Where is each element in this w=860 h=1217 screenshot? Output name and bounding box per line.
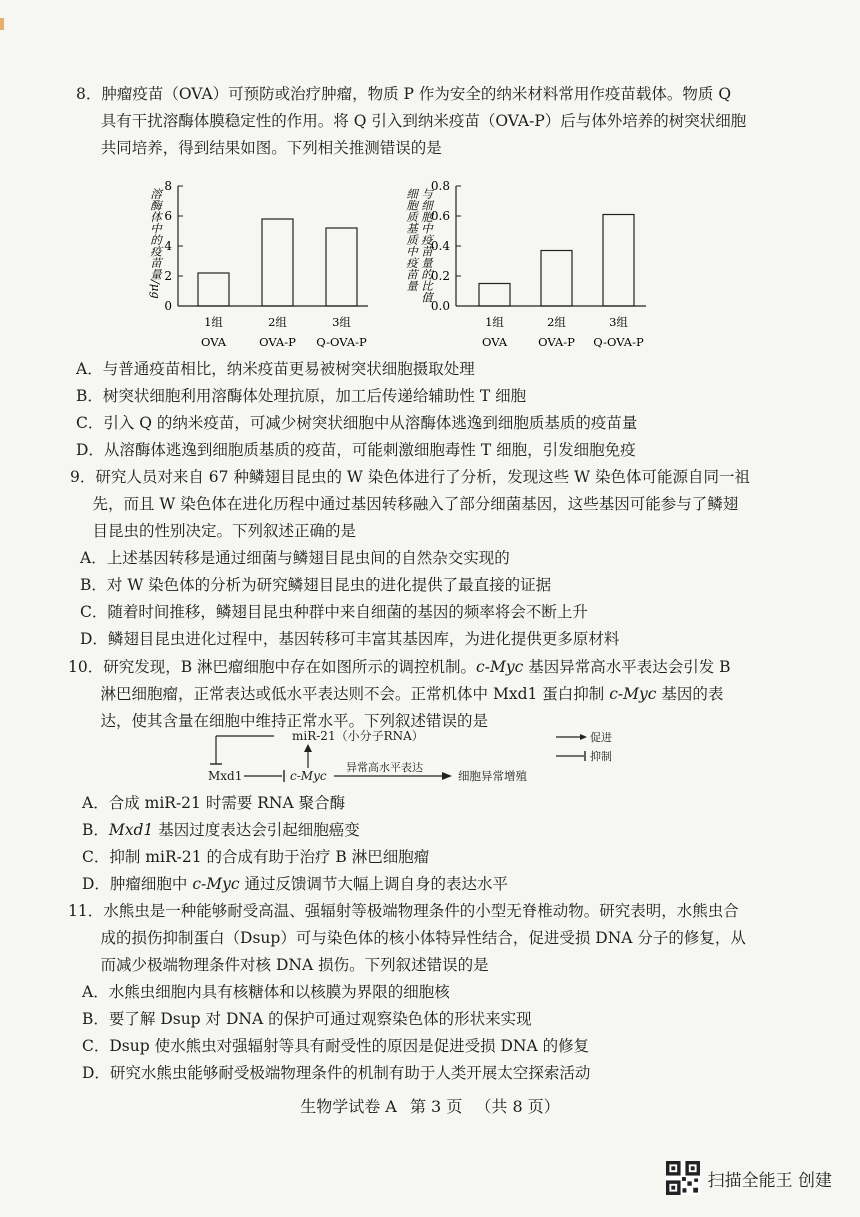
footer-subject: 生物学试卷 A — [300, 1097, 397, 1116]
x-tick-label-group: 2组 — [547, 315, 566, 329]
option-11b[interactable]: B．要了解 Dsup 对 DNA 的保护可通过观察染色体的形状来实现 — [82, 1010, 532, 1028]
question-8-options — [76, 356, 748, 464]
x-tick-label-group: 2组 — [268, 315, 287, 329]
chart-1 — [148, 179, 368, 349]
question-10-stem: 10．研究发现，B 淋巴瘤细胞中存在如图所示的调控机制。c-Myc 基因异常高水平表达会引发 B 淋巴细胞瘤，正常表达或低水平表达则不会。正常机体中 Mxd1 蛋白抑制 c-Myc 基因的表达，使其含量在细胞中维持正常水平。下列叙述错误的是 — [68, 658, 731, 730]
chart-2 — [404, 179, 646, 349]
option-9a[interactable]: A．上述基因转移是通过细菌与鳞翅目昆虫间的自然杂交实现的 — [80, 549, 510, 567]
option-9b[interactable]: B．对 W 染色体的分析为研究鳞翅目昆虫的进化提供了最直接的证据 — [80, 576, 552, 594]
footer-page: 第 3 页 — [409, 1097, 463, 1116]
y-axis-label: 溶酶体中的疫苗量/μg — [149, 188, 163, 299]
x-tick-label-group: 3组 — [609, 315, 628, 329]
option-8a[interactable]: A．与普通疫苗相比，纳米疫苗更易被树突状细胞摄取处理 — [76, 360, 475, 378]
bar-charts — [130, 172, 690, 362]
question-10 — [68, 654, 748, 735]
x-tick-label-name: OVA-P — [259, 335, 296, 349]
question-10-options — [68, 790, 748, 898]
y-tick-label: 2 — [164, 269, 172, 283]
watermark-text: 扫描全能王 创建 — [707, 1170, 832, 1191]
y-tick-label: 8 — [164, 179, 172, 193]
mxd1-label: Mxd1 — [208, 769, 243, 783]
option-8d[interactable]: D．从溶酶体逃逸到细胞质基质的疫苗，可能刺激细胞毒性 T 细胞，引发细胞免疫 — [76, 441, 636, 459]
option-9d[interactable]: D．鳞翅目昆虫进化过程中，基因转移可丰富其基因库，为进化提供更多原材料 — [80, 630, 620, 648]
question-9 — [70, 464, 750, 653]
option-8c[interactable]: C．引入 Q 的纳米疫苗，可减少树突状细胞中从溶酶体逃逸到细胞质基质的疫苗量 — [76, 414, 638, 432]
option-10b[interactable]: B．Mxd1 基因过度表达会引起细胞癌变 — [82, 821, 360, 839]
x-tick-label-name: OVA — [200, 335, 227, 349]
bar — [603, 215, 634, 307]
x-tick-label-name: OVA-P — [538, 335, 575, 349]
option-9c[interactable]: C．随着时间推移，鳞翅目昆虫种群中来自细菌的基因的频率将会不断上升 — [80, 603, 588, 621]
y-tick-label: 0 — [164, 299, 172, 313]
y-tick-label: 0.8 — [430, 179, 450, 193]
x-tick-label-name: OVA — [481, 335, 508, 349]
y-axis-label: 与细胞中疫苗量的比值 — [420, 188, 434, 303]
edge-label: 异常高水平表达 — [346, 761, 423, 774]
scanner-watermark — [666, 1161, 832, 1195]
page-footer — [0, 1094, 860, 1117]
x-tick-label-name: Q-OVA-P — [593, 335, 644, 349]
legend-inhibit: 抑制 — [590, 750, 612, 763]
question-8 — [76, 81, 748, 162]
option-10a[interactable]: A．合成 miR-21 时需要 RNA 聚合酶 — [82, 794, 346, 812]
bar — [198, 273, 229, 306]
option-11d[interactable]: D．研究水熊虫能够耐受极端物理条件的机制有助于人类开展太空探索活动 — [82, 1064, 591, 1082]
option-8b[interactable]: B．树突状细胞利用溶酶体处理抗原，加工后传递给辅助性 T 细胞 — [76, 387, 527, 405]
question-11 — [68, 898, 750, 1087]
question-11-stem: 11．水熊虫是一种能够耐受高温、强辐射等极端物理条件的小型无脊椎动物。研究表明，水熊虫合成的损伤抑制蛋白（Dsup）可与染色体的核小体特异性结合，促进受损 DNA 分子的修复，从而减少极端物理条件对核 DNA 损伤。下列叙述错误的是 — [68, 902, 746, 974]
regulation-diagram — [208, 726, 658, 792]
y-tick-label: 0.6 — [430, 209, 450, 223]
cmyc-label: c-Myc — [290, 769, 327, 783]
result-label: 细胞异常增殖 — [458, 769, 527, 783]
footer-total: （共 8 页） — [475, 1097, 560, 1116]
y-axis-label: 细胞质基质中疫苗量 — [405, 188, 419, 292]
option-10c[interactable]: C．抑制 miR-21 的合成有助于治疗 B 淋巴细胞瘤 — [82, 848, 430, 866]
y-tick-label: 0.4 — [430, 239, 450, 253]
edge-mark — [0, 18, 4, 30]
bar — [262, 219, 293, 306]
bar — [541, 251, 572, 307]
x-tick-label-name: Q-OVA-P — [316, 335, 367, 349]
x-tick-label-group: 1组 — [485, 315, 504, 329]
y-tick-label: 0.2 — [430, 269, 450, 283]
y-tick-label: 4 — [164, 239, 172, 253]
question-9-stem: 9．研究人员对来自 67 种鳞翅目昆虫的 W 染色体进行了分析，发现这些 W 染色体可能源自同一祖先，而且 W 染色体在进化历程中通过基因转移融入了部分细菌基因，这些基因可能参与了鳞翅目昆虫的性别决定。下列叙述正确的是 — [70, 468, 751, 540]
qr-code-icon — [666, 1161, 700, 1195]
bar — [326, 228, 357, 306]
option-10d[interactable]: D．肿瘤细胞中 c-Myc 通过反馈调节大幅上调自身的表达水平 — [82, 875, 509, 893]
question-8-stem: 8．肿瘤疫苗（OVA）可预防或治疗肿瘤，物质 P 作为安全的纳米材料常用作疫苗载体。物质 Q 具有干扰溶酶体膜稳定性的作用。将 Q 引入到纳米疫苗（OVA-P）后与体外培养的树突状细胞共同培养，得到结果如图。下列相关推测错误的是 — [76, 85, 747, 157]
y-tick-label: 6 — [164, 209, 172, 223]
option-11a[interactable]: A．水熊虫细胞内具有核糖体和以核膜为界限的细胞核 — [82, 983, 450, 1001]
mir21-label: miR-21（小分子RNA） — [292, 729, 424, 743]
option-11c[interactable]: C．Dsup 使水熊虫对强辐射等具有耐受性的原因是促进受损 DNA 的修复 — [82, 1037, 590, 1055]
x-tick-label-group: 1组 — [204, 315, 223, 329]
bar — [479, 284, 510, 307]
y-tick-label: 0.0 — [430, 299, 450, 313]
legend-promote: 促进 — [590, 731, 612, 744]
x-tick-label-group: 3组 — [332, 315, 351, 329]
